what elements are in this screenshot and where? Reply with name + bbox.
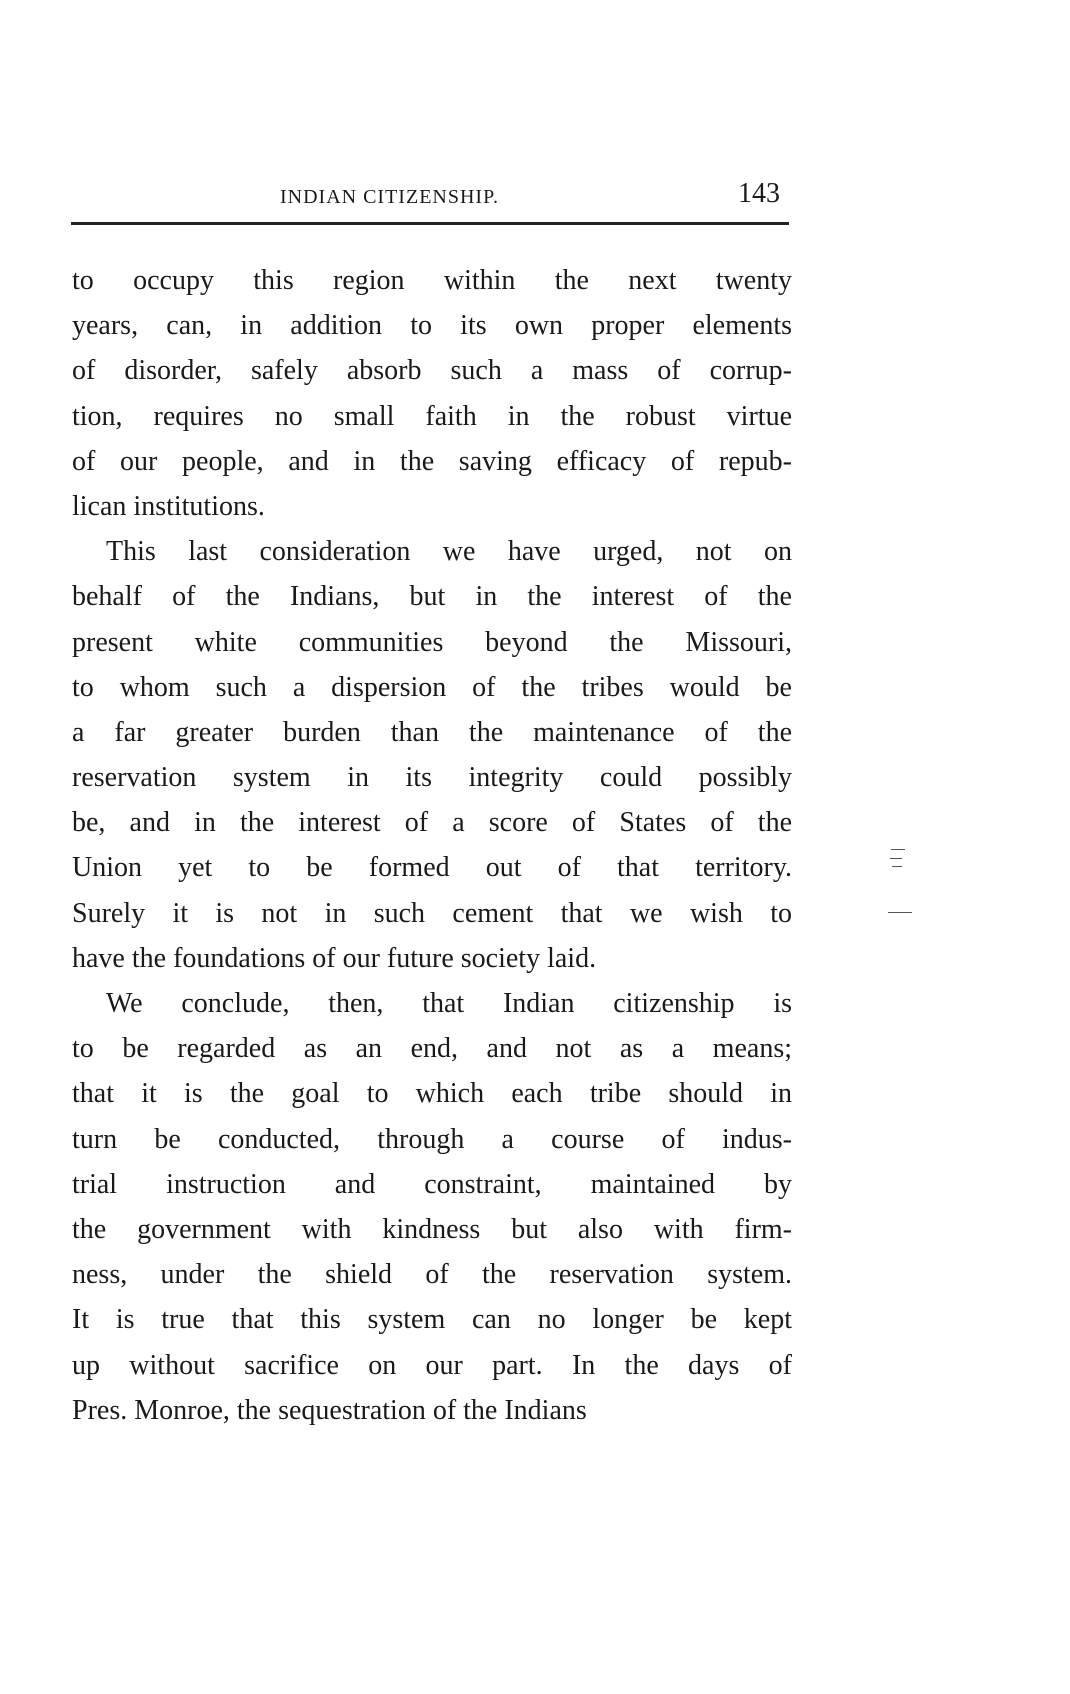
text-line: Union yet to be formed out of that territory. — [72, 852, 792, 884]
text-line: Pres. Monroe, the sequestration of the Indians — [72, 1394, 587, 1426]
body-text — [72, 258, 792, 1433]
text-line: up without sacrifice on our part. In the days of — [72, 1349, 792, 1381]
text-line: lican institutions. — [72, 490, 265, 522]
text-line: of our people, and in the saving efficacy of repub- — [72, 445, 792, 477]
text-line: have the foundations of our future society laid. — [72, 942, 597, 974]
text-line: that it is the goal to which each tribe should in — [72, 1078, 792, 1110]
text-line: trial instruction and constraint, maintained by — [72, 1168, 792, 1200]
text-line: years, can, in addition to its own proper elements — [72, 310, 792, 342]
text-line: of disorder, safely absorb such a mass of corrup- — [72, 355, 792, 387]
text-line: This last consideration we have urged, not on — [106, 536, 792, 568]
text-line: behalf of the Indians, but in the interest of the — [72, 581, 792, 613]
text-line: to whom such a dispersion of the tribes would be — [72, 671, 792, 703]
text-line: We conclude, then, that Indian citizenship is — [106, 988, 792, 1019]
running-title: INDIAN CITIZENSHIP. — [280, 186, 499, 208]
text-line: a far greater burden than the maintenance of the — [72, 716, 792, 748]
text-line: to be regarded as an end, and not as a means; — [72, 1033, 792, 1065]
page-number: 143 — [738, 178, 780, 209]
text-line: turn be conducted, through a course of indus- — [72, 1123, 792, 1155]
text-line: be, and in the interest of a score of States of the — [72, 807, 792, 839]
text-line: reservation system in its integrity could possibly — [72, 762, 792, 794]
text-line: Surely it is not in such cement that we wish to — [72, 897, 792, 929]
margin-mark — [892, 866, 902, 867]
paragraph — [72, 981, 792, 1433]
text-line: to occupy this region within the next twenty — [72, 265, 792, 296]
margin-mark — [891, 849, 905, 850]
paragraph — [72, 258, 792, 529]
text-line: present white communities beyond the Missouri, — [72, 626, 792, 658]
margin-mark — [890, 858, 902, 859]
margin-mark — [888, 912, 912, 913]
text-line: the government with kindness but also with firm- — [72, 1213, 792, 1245]
paragraph — [72, 529, 792, 981]
text-line: It is true that this system can no longer be kept — [72, 1304, 792, 1336]
text-line: tion, requires no small faith in the robust virtue — [72, 400, 792, 432]
text-line: ness, under the shield of the reservation system. — [72, 1259, 792, 1291]
header-rule — [71, 222, 789, 225]
